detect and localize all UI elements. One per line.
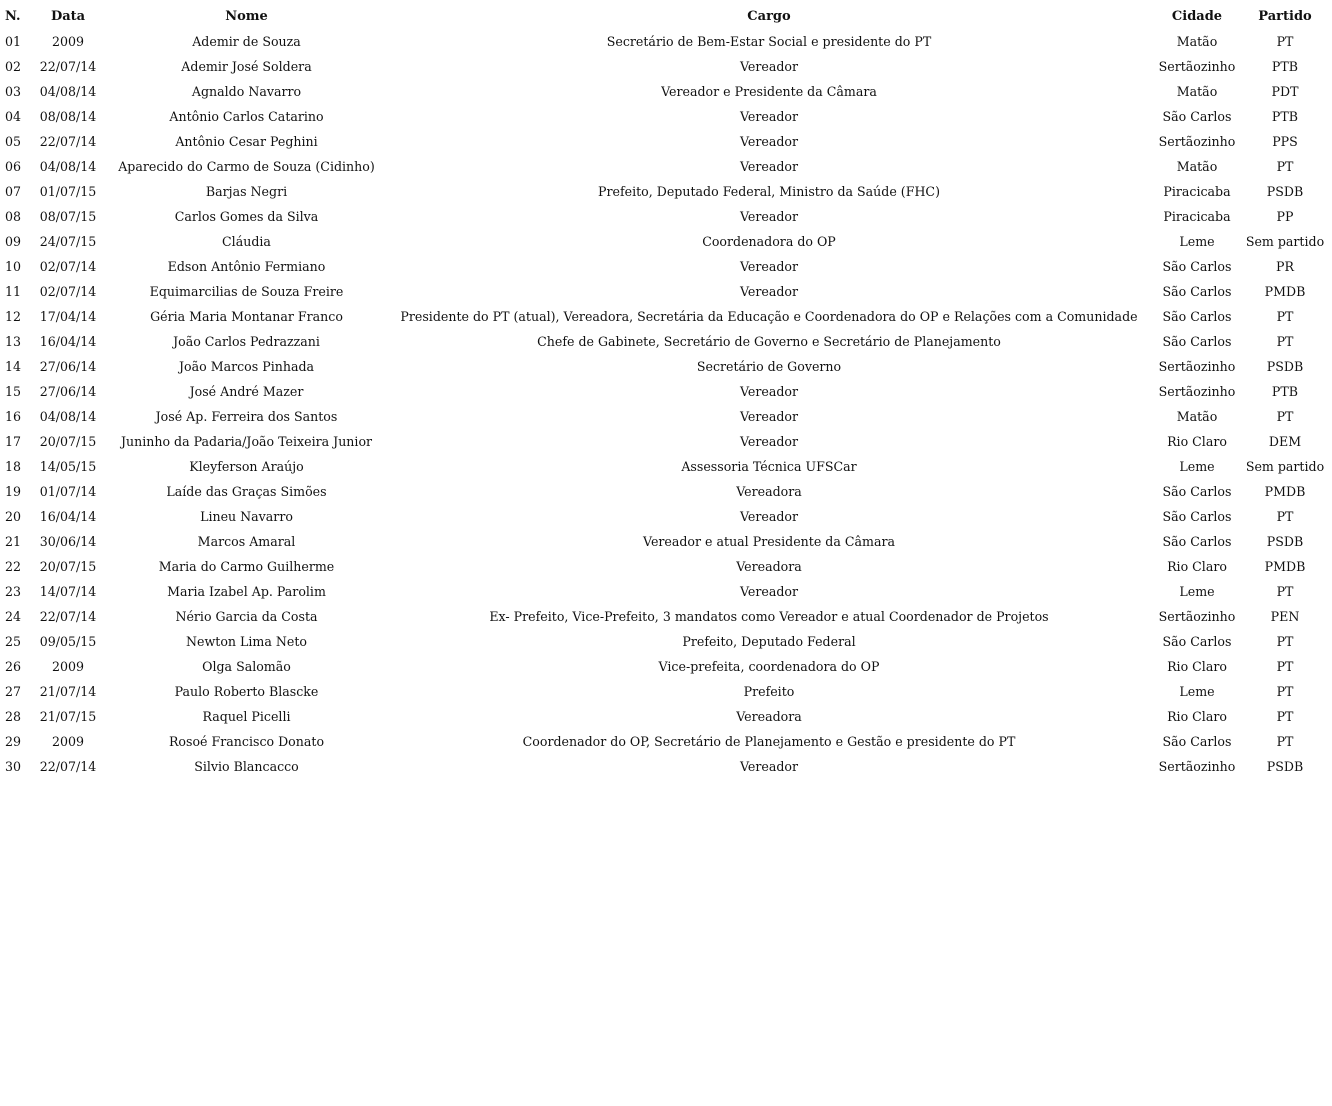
cell-cargo: Vereador xyxy=(739,584,799,599)
cell-data: 17/04/14 xyxy=(39,309,97,324)
cell-cidade: Sertãozinho xyxy=(1158,134,1236,149)
cell-nome: Equimarcilias de Souza Freire xyxy=(149,284,344,299)
cell-cidade: Matão xyxy=(1176,409,1218,424)
table-row xyxy=(3,304,1329,329)
cell-data: 04/08/14 xyxy=(39,159,97,174)
cell-nome: Agnaldo Navarro xyxy=(191,84,302,99)
header-partido: Partido xyxy=(1258,9,1312,24)
cell-nome: Marcos Amaral xyxy=(197,534,296,549)
cell-data: 16/04/14 xyxy=(39,334,97,349)
cell-nome: Antônio Carlos Catarino xyxy=(169,109,324,124)
cell-data: 2009 xyxy=(51,734,85,749)
cell-cargo: Vereador xyxy=(739,434,799,449)
cell-nome: Ademir José Soldera xyxy=(181,59,312,74)
cell-data: 20/07/15 xyxy=(39,559,97,574)
cell-nome: João Marcos Pinhada xyxy=(178,359,315,374)
cell-partido: PT xyxy=(1276,584,1294,599)
cell-cargo: Vereador xyxy=(739,509,799,524)
cell-nome: Carlos Gomes da Silva xyxy=(174,209,319,224)
table-row xyxy=(3,204,1329,229)
cell-cidade: Piracicaba xyxy=(1163,209,1231,224)
table-row xyxy=(3,279,1329,304)
table-row xyxy=(3,129,1329,154)
table-row xyxy=(3,104,1329,129)
cell-nome: Maria Izabel Ap. Parolim xyxy=(167,584,326,599)
cell-cidade: Sertãozinho xyxy=(1158,609,1236,624)
cell-data: 01/07/14 xyxy=(39,484,97,499)
cell-nome: Edson Antônio Fermiano xyxy=(167,259,326,274)
table-row xyxy=(3,379,1329,404)
cell-cargo: Vereador xyxy=(739,209,799,224)
table-body xyxy=(3,29,1329,779)
cell-nome: Lineu Navarro xyxy=(200,509,293,524)
table-row xyxy=(3,154,1329,179)
cell-data: 14/07/14 xyxy=(39,584,97,599)
cell-cidade: Leme xyxy=(1179,459,1215,474)
cell-nome: Géria Maria Montanar Franco xyxy=(150,309,343,324)
table-row xyxy=(3,704,1329,729)
cell-cidade: Rio Claro xyxy=(1167,709,1227,724)
table-row xyxy=(3,604,1329,629)
cell-n: 26 xyxy=(5,659,22,674)
cell-n: 09 xyxy=(5,234,22,249)
cell-n: 03 xyxy=(5,84,22,99)
cell-cargo: Vereadora xyxy=(736,559,802,574)
cell-cargo: Vereador xyxy=(739,159,799,174)
cell-nome: Nério Garcia da Costa xyxy=(175,609,318,624)
table-row xyxy=(3,754,1329,779)
table-row xyxy=(3,629,1329,654)
table-row xyxy=(3,354,1329,379)
cell-cidade: Rio Claro xyxy=(1167,659,1227,674)
cell-n: 10 xyxy=(5,259,22,274)
cell-cargo: Presidente do PT (atual), Vereadora, Secretária da Educação e Coordenadora do OP e Relações com a Comunidade xyxy=(400,309,1138,324)
table-row xyxy=(3,429,1329,454)
cell-partido: PT xyxy=(1276,659,1294,674)
cell-cidade: Matão xyxy=(1176,159,1218,174)
header-cidade: Cidade xyxy=(1171,9,1223,24)
cell-nome: Maria do Carmo Guilherme xyxy=(158,559,335,574)
cell-data: 08/08/14 xyxy=(39,109,97,124)
cell-data: 20/07/15 xyxy=(39,434,97,449)
cell-cidade: São Carlos xyxy=(1162,284,1232,299)
cell-nome: Kleyferson Araújo xyxy=(189,459,304,474)
cell-cidade: Leme xyxy=(1179,684,1215,699)
cell-cidade: São Carlos xyxy=(1162,334,1232,349)
cell-partido: PMDB xyxy=(1264,284,1306,299)
cell-n: 25 xyxy=(5,634,22,649)
cell-partido: Sem partido xyxy=(1245,234,1325,249)
header-cargo: Cargo xyxy=(747,9,791,24)
cell-data: 2009 xyxy=(51,659,85,674)
header-row xyxy=(3,4,1329,29)
cell-cidade: Sertãozinho xyxy=(1158,759,1236,774)
cell-cargo: Vereadora xyxy=(736,484,802,499)
cell-nome: Raquel Picelli xyxy=(202,709,291,724)
cell-partido: PMDB xyxy=(1264,484,1306,499)
cell-n: 05 xyxy=(5,134,22,149)
cell-n: 01 xyxy=(5,34,22,49)
cell-nome: Antônio Cesar Peghini xyxy=(175,134,318,149)
cell-nome: Olga Salomão xyxy=(202,659,291,674)
cell-cargo: Vereador xyxy=(739,259,799,274)
cell-cidade: Leme xyxy=(1179,584,1215,599)
table-row xyxy=(3,454,1329,479)
cell-n: 11 xyxy=(5,284,22,299)
cell-cargo: Vice-prefeita, coordenadora do OP xyxy=(658,659,880,674)
cell-cidade: Matão xyxy=(1176,34,1218,49)
header-data: Data xyxy=(50,9,86,24)
cell-data: 24/07/15 xyxy=(39,234,97,249)
cell-cidade: São Carlos xyxy=(1162,509,1232,524)
cell-cargo: Vereador xyxy=(739,134,799,149)
cell-partido: PT xyxy=(1276,334,1294,349)
cell-cargo: Vereadora xyxy=(736,709,802,724)
cell-cargo: Coordenador do OP, Secretário de Planejamento e Gestão e presidente do PT xyxy=(522,734,1016,749)
table-row xyxy=(3,654,1329,679)
cell-data: 27/06/14 xyxy=(39,359,97,374)
cell-partido: PPS xyxy=(1272,134,1298,149)
cell-data: 22/07/14 xyxy=(39,759,97,774)
cell-data: 27/06/14 xyxy=(39,384,97,399)
cell-partido: PMDB xyxy=(1264,559,1306,574)
cell-nome: Rosoé Francisco Donato xyxy=(168,734,325,749)
cell-cidade: Leme xyxy=(1179,234,1215,249)
cell-cidade: São Carlos xyxy=(1162,534,1232,549)
cell-cargo: Vereador xyxy=(739,59,799,74)
table-row xyxy=(3,329,1329,354)
cell-partido: PT xyxy=(1276,409,1294,424)
cell-n: 18 xyxy=(5,459,22,474)
cell-partido: PT xyxy=(1276,159,1294,174)
cell-cidade: Sertãozinho xyxy=(1158,384,1236,399)
cell-n: 13 xyxy=(5,334,22,349)
cell-cargo: Vereador xyxy=(739,284,799,299)
cell-n: 28 xyxy=(5,709,22,724)
cell-data: 21/07/15 xyxy=(39,709,97,724)
table-row xyxy=(3,504,1329,529)
cell-cargo: Ex- Prefeito, Vice-Prefeito, 3 mandatos como Vereador e atual Coordenador de Projetos xyxy=(489,609,1049,624)
cell-data: 01/07/15 xyxy=(39,184,97,199)
table-row xyxy=(3,179,1329,204)
cell-partido: PSDB xyxy=(1266,359,1304,374)
cell-n: 20 xyxy=(5,509,22,524)
cell-n: 27 xyxy=(5,684,22,699)
table-row xyxy=(3,404,1329,429)
cell-partido: PSDB xyxy=(1266,759,1304,774)
cell-partido: PT xyxy=(1276,684,1294,699)
cell-cidade: São Carlos xyxy=(1162,734,1232,749)
header-nome: Nome xyxy=(225,9,268,24)
cell-partido: PTB xyxy=(1271,384,1299,399)
cell-cargo: Vereador xyxy=(739,759,799,774)
cell-cargo: Vereador xyxy=(739,409,799,424)
cell-partido: PT xyxy=(1276,34,1294,49)
cell-cargo: Vereador e atual Presidente da Câmara xyxy=(643,534,895,549)
table-row xyxy=(3,479,1329,504)
cell-n: 30 xyxy=(5,759,22,774)
cell-nome: José André Mazer xyxy=(189,384,304,399)
cell-n: 23 xyxy=(5,584,22,599)
table-row xyxy=(3,554,1329,579)
cell-cargo: Prefeito xyxy=(743,684,795,699)
cell-n: 19 xyxy=(5,484,22,499)
cell-cargo: Vereador xyxy=(739,384,799,399)
cell-nome: Barjas Negri xyxy=(205,184,288,199)
cell-cargo: Vereador e Presidente da Câmara xyxy=(661,84,877,99)
table-row xyxy=(3,579,1329,604)
cell-data: 22/07/14 xyxy=(39,59,97,74)
cell-partido: PT xyxy=(1276,509,1294,524)
cell-partido: PTB xyxy=(1271,59,1299,74)
cell-cidade: Matão xyxy=(1176,84,1218,99)
cell-cargo: Vereador xyxy=(739,109,799,124)
cell-partido: PT xyxy=(1276,634,1294,649)
cell-n: 24 xyxy=(5,609,22,624)
cell-cargo: Prefeito, Deputado Federal, Ministro da Saúde (FHC) xyxy=(598,184,940,199)
cell-data: 22/07/14 xyxy=(39,609,97,624)
cell-data: 02/07/14 xyxy=(39,284,97,299)
cell-data: 04/08/14 xyxy=(39,409,97,424)
cell-n: 02 xyxy=(5,59,22,74)
table-row xyxy=(3,254,1329,279)
cell-nome: Laíde das Graças Simões xyxy=(166,484,327,499)
cell-n: 21 xyxy=(5,534,22,549)
cell-n: 07 xyxy=(5,184,22,199)
cell-partido: PP xyxy=(1276,209,1294,224)
cell-cidade: São Carlos xyxy=(1162,109,1232,124)
cell-n: 15 xyxy=(5,384,22,399)
cell-data: 14/05/15 xyxy=(39,459,97,474)
cell-n: 06 xyxy=(5,159,22,174)
cell-cidade: Sertãozinho xyxy=(1158,359,1236,374)
cell-cidade: São Carlos xyxy=(1162,634,1232,649)
cell-n: 08 xyxy=(5,209,22,224)
cell-partido: PT xyxy=(1276,709,1294,724)
cell-partido: PEN xyxy=(1270,609,1300,624)
cell-cargo: Secretário de Bem-Estar Social e presidente do PT xyxy=(606,34,932,49)
cell-data: 08/07/15 xyxy=(39,209,97,224)
cell-n: 22 xyxy=(5,559,22,574)
table-row xyxy=(3,79,1329,104)
cell-partido: DEM xyxy=(1268,434,1302,449)
cell-cidade: São Carlos xyxy=(1162,309,1232,324)
table-row xyxy=(3,29,1329,54)
cell-data: 02/07/14 xyxy=(39,259,97,274)
cell-partido: PSDB xyxy=(1266,184,1304,199)
cell-data: 30/06/14 xyxy=(39,534,97,549)
cell-nome: Newton Lima Neto xyxy=(186,634,307,649)
cell-cargo: Assessoria Técnica UFSCar xyxy=(681,459,857,474)
cell-cidade: São Carlos xyxy=(1162,484,1232,499)
cell-n: 14 xyxy=(5,359,22,374)
cell-cargo: Coordenadora do OP xyxy=(702,234,836,249)
table-row xyxy=(3,679,1329,704)
cell-cidade: Sertãozinho xyxy=(1158,59,1236,74)
cell-cargo: Secretário de Governo xyxy=(696,359,842,374)
table-row xyxy=(3,729,1329,754)
cell-nome: José Ap. Ferreira dos Santos xyxy=(155,409,338,424)
cell-partido: PDT xyxy=(1271,84,1299,99)
cell-nome: Paulo Roberto Blascke xyxy=(174,684,319,699)
cell-n: 17 xyxy=(5,434,22,449)
cell-data: 21/07/14 xyxy=(39,684,97,699)
cell-cargo: Prefeito, Deputado Federal xyxy=(682,634,856,649)
cell-cidade: Rio Claro xyxy=(1167,559,1227,574)
cell-partido: PT xyxy=(1276,309,1294,324)
cell-partido: PTB xyxy=(1271,109,1299,124)
cell-cidade: Piracicaba xyxy=(1163,184,1231,199)
header-n: N. xyxy=(5,9,21,24)
table-row xyxy=(3,54,1329,79)
cell-data: 16/04/14 xyxy=(39,509,97,524)
cell-nome: Cláudia xyxy=(222,234,271,249)
cell-data: 22/07/14 xyxy=(39,134,97,149)
cell-data: 09/05/15 xyxy=(39,634,97,649)
cell-cargo: Chefe de Gabinete, Secretário de Governo e Secretário de Planejamento xyxy=(537,334,1001,349)
cell-partido: PR xyxy=(1276,259,1294,274)
cell-cidade: São Carlos xyxy=(1162,259,1232,274)
cell-nome: Silvio Blancacco xyxy=(194,759,299,774)
cell-nome: Juninho da Padaria/João Teixeira Junior xyxy=(120,434,373,449)
cell-data: 2009 xyxy=(51,34,85,49)
cell-partido: PT xyxy=(1276,734,1294,749)
cell-n: 16 xyxy=(5,409,22,424)
cell-partido: Sem partido xyxy=(1245,459,1325,474)
interviewees-table xyxy=(3,4,1329,779)
cell-nome: João Carlos Pedrazzani xyxy=(173,334,320,349)
table-row xyxy=(3,229,1329,254)
cell-data: 04/08/14 xyxy=(39,84,97,99)
cell-partido: PSDB xyxy=(1266,534,1304,549)
cell-n: 29 xyxy=(5,734,22,749)
cell-nome: Aparecido do Carmo de Souza (Cidinho) xyxy=(118,159,375,174)
cell-n: 12 xyxy=(5,309,22,324)
cell-n: 04 xyxy=(5,109,22,124)
cell-cidade: Rio Claro xyxy=(1167,434,1227,449)
table-row xyxy=(3,529,1329,554)
cell-nome: Ademir de Souza xyxy=(192,34,301,49)
